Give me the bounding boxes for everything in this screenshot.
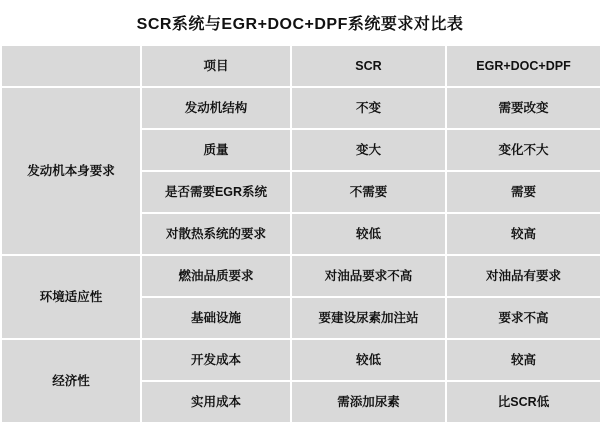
row-egr-value: 较高: [446, 213, 600, 255]
row-item: 实用成本: [141, 381, 291, 423]
row-scr-value: 不变: [291, 87, 446, 129]
page-title: SCR系统与EGR+DOC+DPF系统要求对比表: [136, 15, 464, 33]
row-item: 发动机结构: [141, 87, 291, 129]
row-egr-value: 需要: [446, 171, 600, 213]
header-scr: SCR: [291, 45, 446, 87]
row-scr-value: 要建设尿素加注站: [291, 297, 446, 339]
comparison-table: [0, 44, 600, 424]
header-egr: EGR+DOC+DPF: [446, 45, 600, 87]
category-engine-requirements: 发动机本身要求: [1, 87, 141, 255]
row-scr-value: 不需要: [291, 171, 446, 213]
row-item: 是否需要EGR系统: [141, 171, 291, 213]
row-item: 基础设施: [141, 297, 291, 339]
category-economy: 经济性: [1, 339, 141, 423]
row-egr-value: 比SCR低: [446, 381, 600, 423]
table-row: [1, 255, 600, 297]
row-egr-value: 对油品有要求: [446, 255, 600, 297]
row-item: 对散热系统的要求: [141, 213, 291, 255]
category-environmental-adaptability: 环境适应性: [1, 255, 141, 339]
row-egr-value: 要求不高: [446, 297, 600, 339]
table-row: [1, 87, 600, 129]
table-title-row: [0, 0, 600, 44]
row-egr-value: 较高: [446, 339, 600, 381]
header-corner-cell: [1, 45, 141, 87]
row-scr-value: 对油品要求不高: [291, 255, 446, 297]
table-header-row: [1, 45, 600, 87]
table-row: [1, 339, 600, 381]
row-item: 质量: [141, 129, 291, 171]
row-scr-value: 变大: [291, 129, 446, 171]
row-scr-value: 较低: [291, 339, 446, 381]
row-scr-value: 需添加尿素: [291, 381, 446, 423]
row-item: 开发成本: [141, 339, 291, 381]
row-item: 燃油品质要求: [141, 255, 291, 297]
row-egr-value: 变化不大: [446, 129, 600, 171]
row-egr-value: 需要改变: [446, 87, 600, 129]
row-scr-value: 较低: [291, 213, 446, 255]
header-item: 项目: [141, 45, 291, 87]
